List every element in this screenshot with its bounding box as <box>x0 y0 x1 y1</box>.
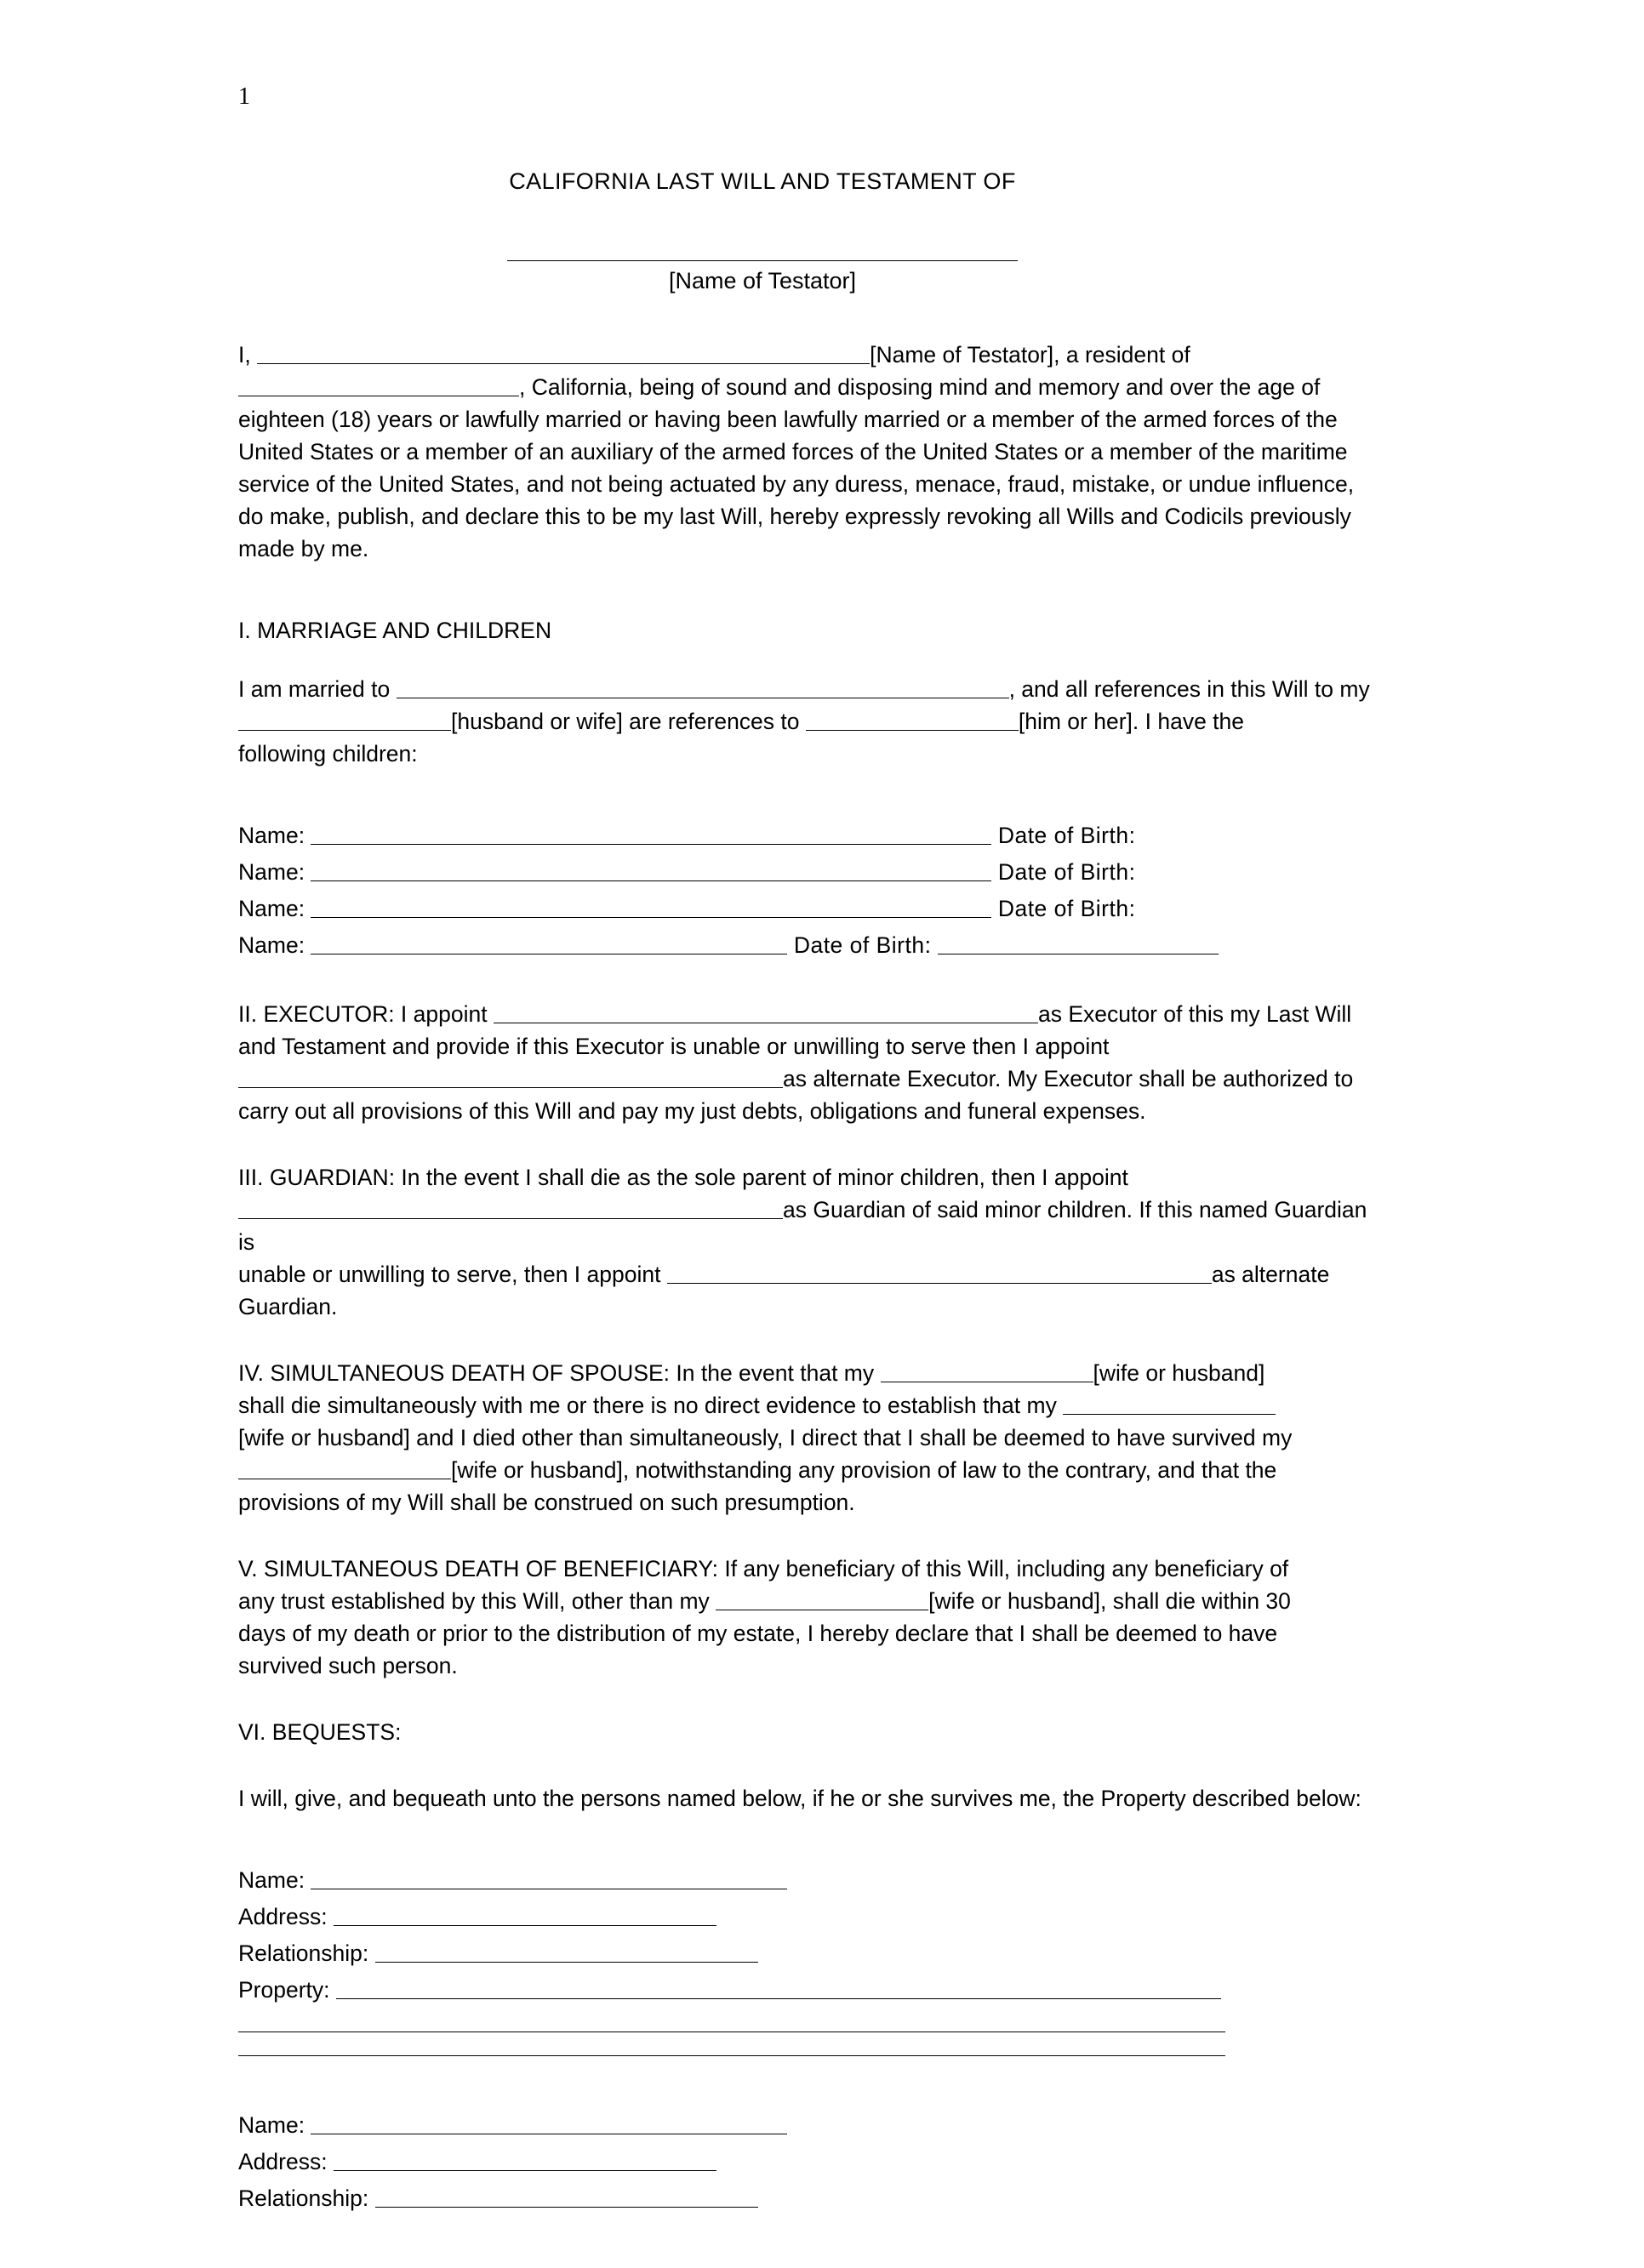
bequest-address-label: Address: <box>238 2148 328 2174</box>
spouse-death-line2: shall die simultaneously with me or there is no direct evidence to establish that my <box>238 1393 1064 1418</box>
bequest-name-label: Name: <box>238 1867 305 1894</box>
bequest-address-row <box>238 1899 1516 1935</box>
child-name-label: Name: <box>238 896 305 921</box>
spouse-death-line3: [wife or husband] and I died other than simultaneously, I direct that I shall be deemed to have survived my <box>238 1425 1293 1451</box>
child-name-blank[interactable] <box>311 857 991 881</box>
beneficiary-spouse-term-blank[interactable] <box>716 1586 928 1610</box>
intro-name-blank[interactable] <box>257 339 870 364</box>
child-dob-label: Date of Birth: <box>997 896 1136 921</box>
child-name-blank[interactable] <box>311 820 991 845</box>
guardian-name-blank[interactable] <box>238 1194 783 1219</box>
section-heading-bequests <box>238 1716 1379 1748</box>
beneficiary-death-line1: V. SIMULTANEOUS DEATH OF BENEFICIARY: If any beneficiary of this Will, including any beneficiary of <box>238 1556 1289 1582</box>
child-name-label: Name: <box>238 823 305 849</box>
bequest-name-row <box>238 1862 1516 1899</box>
page-number: 1 <box>238 83 250 110</box>
bequest-property-row <box>238 1972 1516 2009</box>
intro-residence-blank[interactable] <box>238 372 519 396</box>
section-marriage-body <box>238 673 1379 770</box>
bequest-relationship-row <box>238 2180 1516 2217</box>
bequests-intro <box>238 1782 1379 1815</box>
table-row <box>238 854 1516 891</box>
executor-line2: and Testament and provide if this Executor is unable or unwilling to serve then I appoint <box>238 1033 1110 1059</box>
executor-after-blank1: as Executor of this my Last Will <box>1037 1000 1352 1027</box>
marriage-line2-b: [him or her]. I have the <box>1018 709 1245 735</box>
bequest-relationship-label: Relationship: <box>238 1940 369 1966</box>
spouse-term-blank-2[interactable] <box>1063 1390 1276 1415</box>
bequest-name-label: Name: <box>238 2111 305 2138</box>
beneficiary-death-line2-before: any trust established by this Will, other than my <box>238 1588 716 1615</box>
section-guardian <box>238 1161 1379 1323</box>
spouse-term-blank-3[interactable] <box>238 1455 451 1479</box>
bequest-property-blank-line2[interactable] <box>238 2031 1225 2032</box>
spouse-term-blank[interactable] <box>238 706 451 731</box>
spouse-death-line5: provisions of my Will shall be construed on such presumption. <box>238 1490 855 1516</box>
executor-name-blank[interactable] <box>494 999 1038 1023</box>
introduction-paragraph <box>238 339 1379 565</box>
beneficiary-death-line3: days of my death or prior to the distribution of my estate, I hereby declare that I shall be deemed to have <box>238 1621 1278 1647</box>
intro-lead: I, <box>238 342 258 368</box>
testator-name-caption: [Name of Testator] <box>668 268 857 293</box>
guardian-after-blank1: as Guardian of said minor children. If this named Guardian is <box>238 1196 1367 1255</box>
table-row <box>238 927 1516 964</box>
bequest-relationship-blank[interactable] <box>375 1938 758 1963</box>
child-name-label: Name: <box>238 859 305 886</box>
child-dob-blank[interactable] <box>938 930 1219 954</box>
bequests-heading-text: VI. BEQUESTS: <box>238 1719 402 1746</box>
spouse-name-blank[interactable] <box>397 674 1009 698</box>
children-list <box>238 818 1516 964</box>
guardian-line3-before: unable or unwilling to serve, then I appoint <box>238 1261 667 1287</box>
bequest-entry-1 <box>238 1862 1516 2056</box>
bequest-name-blank[interactable] <box>311 2110 787 2134</box>
testator-name-blank[interactable] <box>507 259 1018 261</box>
child-row <box>238 818 1516 854</box>
executor-after-blank2: as alternate Executor. My Executor shall be authorized to <box>783 1065 1354 1091</box>
testator-name-field-group <box>238 259 1516 294</box>
bequests-intro-text: I will, give, and bequeath unto the persons named below, if he or she survives me, the Property described below: <box>238 1786 1361 1812</box>
marriage-line1-after: , and all references in this Will to my <box>1008 676 1370 703</box>
page-title: CALIFORNIA LAST WILL AND TESTAMENT OF <box>509 168 1016 194</box>
guardian-line1: III. GUARDIAN: In the event I shall die as the sole parent of minor children, then I appoint <box>238 1164 1128 1190</box>
pronoun-blank[interactable] <box>806 706 1019 731</box>
executor-lead: II. EXECUTOR: I appoint <box>238 1000 494 1027</box>
table-row <box>238 891 1516 927</box>
bequest-name-row <box>238 2107 1516 2144</box>
child-dob-label: Date of Birth: <box>997 859 1136 886</box>
spouse-term-blank-1[interactable] <box>881 1358 1093 1382</box>
guardian-line4: Guardian. <box>238 1293 338 1319</box>
child-name-blank[interactable] <box>311 893 991 918</box>
intro-body-text: , California, being of sound and disposing mind and memory and over the age of eighteen (18) years or lawfully married or having been lawfully married or a member of the armed forces of the United States or a member of an auxiliary of the armed forces of the United States or a member of the maritime service of the United States, and not being actuated by any duress, menace, fraud, mistake, or undue influence, do make, publish, and declare this to be my last Will, hereby expressly revoking all Wills and Codicils previously made by me. <box>238 374 1355 562</box>
guardian-line3-after: as alternate <box>1211 1261 1330 1287</box>
bequest-relationship-label: Relationship: <box>238 2185 369 2211</box>
bequest-address-label: Address: <box>238 1904 328 1930</box>
bequest-property-blank[interactable] <box>336 1975 1221 1999</box>
bequest-name-blank[interactable] <box>311 1865 787 1889</box>
executor-line4: carry out all provisions of this Will and pay my just debts, obligations and funeral expenses. <box>238 1097 1146 1124</box>
section-simultaneous-death-spouse <box>238 1357 1379 1519</box>
bequest-address-row <box>238 2144 1516 2180</box>
intro-after-name: [Name of Testator], a resident of <box>870 342 1190 368</box>
alternate-executor-blank[interactable] <box>238 1063 783 1088</box>
bequest-property-label: Property: <box>238 1976 330 2003</box>
marriage-line1-before: I am married to <box>238 676 397 703</box>
section-executor <box>238 998 1379 1127</box>
child-dob-label: Date of Birth: <box>997 823 1136 849</box>
beneficiary-death-line2-after: [wife or husband], shall die within 30 <box>928 1588 1291 1615</box>
marriage-line3: following children: <box>238 741 418 767</box>
child-dob-label: Date of Birth: <box>793 932 932 958</box>
bequest-entry-2 <box>238 2107 1516 2217</box>
marriage-line2-a: [husband or wife] are references to <box>451 709 806 735</box>
spouse-death-after-blank1: [wife or husband] <box>1093 1359 1265 1386</box>
bequest-relationship-row <box>238 1935 1516 1972</box>
alternate-guardian-blank[interactable] <box>667 1259 1212 1284</box>
spouse-death-line4-after: [wife or husband], notwithstanding any provision of law to the contrary, and that the <box>451 1457 1277 1484</box>
bequest-address-blank[interactable] <box>334 2146 716 2171</box>
child-name-blank[interactable] <box>311 930 787 954</box>
section-heading-marriage: I. MARRIAGE AND CHILDREN <box>238 618 552 644</box>
bequest-address-blank[interactable] <box>334 1901 716 1926</box>
bequest-relationship-blank[interactable] <box>375 2183 758 2208</box>
section-simultaneous-death-beneficiary <box>238 1553 1379 1682</box>
spacer <box>238 2056 1516 2107</box>
spouse-death-lead: IV. SIMULTANEOUS DEATH OF SPOUSE: In the event that my <box>238 1359 881 1386</box>
child-name-label: Name: <box>238 932 305 958</box>
beneficiary-death-line4: survived such person. <box>238 1653 458 1679</box>
